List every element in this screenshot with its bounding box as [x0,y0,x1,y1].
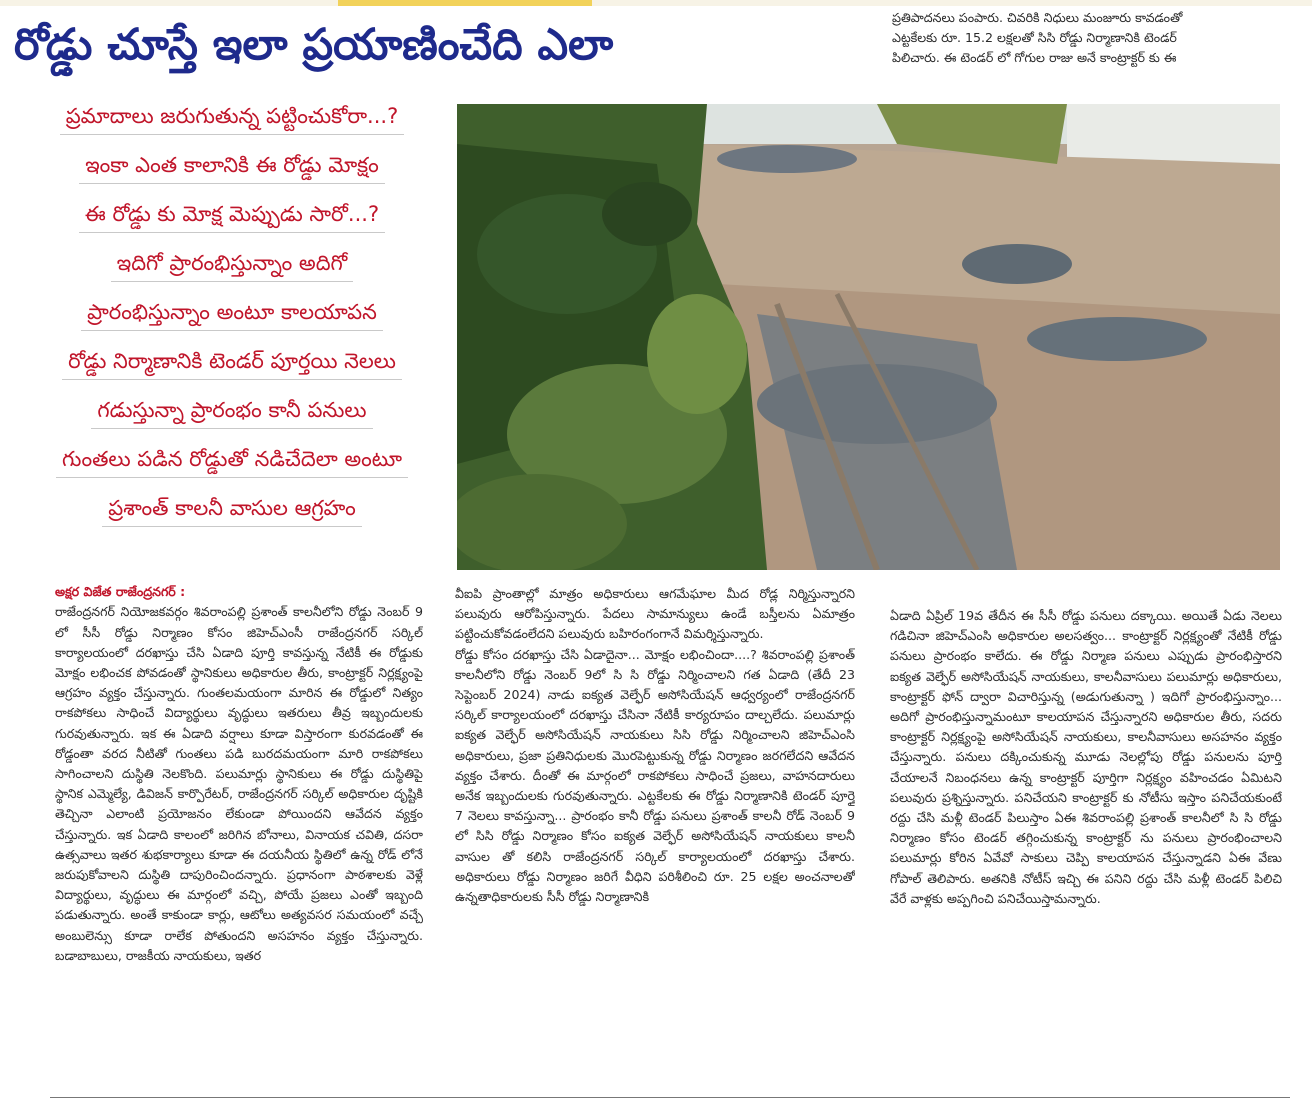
kicker-line: ఇదిగో ప్రారంభిస్తున్నాం అదిగో [111,243,354,282]
kicker-block [18,96,446,537]
kicker-line: ఈ రోడ్డు కు మోక్ష మెప్పుడు సారో...? [79,194,385,233]
kicker-line: గుంతలు పడిన రోడ్డుతో నడిచేదెలా అంటూ [56,439,408,478]
road-photo [457,104,1280,570]
kicker-line: ప్రారంభిస్తున్నాం అంటూ కాలయాపన [81,292,383,331]
body-column-2: వీఐపి ప్రాంతాల్లో మాత్రం అధికారులు ఆగమేఘాల మీద రోడ్ల నిర్మిస్తున్నారని పలువురు ఆరోపిస్తున్నారు. పేదలు సామాన్యులు ఉండే బస్తీలను ఏమాత్రం పట్టించుకోవడంలేదని పలువురు బహిరంగంగానే విమర్శిస్తున్నారు. రోడ్డు కోసం దరఖాస్తు చేసి ఏడాదైనా... మోక్షం లభించిందా....? శివరాంపల్లి ప్రశాంత్ కాలనీలోని రోడ్డు నెంబర్ 9లో సి సి రోడ్డు నిర్మించాలని గత ఏడాది (తేదీ 23 సెప్టెంబర్ 2024) నాడు ఐక్యత వెల్ఫేర్ అసోసియేషన్ ఆధ్వర్యంలో రాజేంద్రనగర్ సర్కిల్ కార్యాలయంలో దరఖాస్తు చేసినా నేటికీ కార్యరూపం దాల్చలేదు. పలుమార్లు ఐక్యత వెల్ఫేర్ అసోసియేషన్ నాయకులు సిసి రోడ్డు నిర్మించాలని జిహెచ్ఎంసి అధికారులు, ప్రజా ప్రతినిధులకు మొరపెట్టుకున్న రోడ్డు నిర్మాణం జరగలేదని ఆవేదన వ్యక్తం చేశారు. దీంతో ఈ మార్గంలో రాకపోకలు సాధించే ప్రజలు, వాహనదారులు అనేక ఇబ్బందులకు గురవుతున్నారు. ఎట్టకేలకు ఈ రోడ్డు నిర్మాణానికి టెండర్ పూర్తై 7 నెలలు కావస్తున్నా... ప్రారంభం కానీ రోడ్డు పనులు ప్రశాంత్ కాలనీ రోడ్ నెంబర్ 9 లో సిసి రోడ్డు నిర్మాణం కోసం ఐక్యత వెల్ఫేర్ అసోసియేషన్ నాయకులు కాలనీ వాసుల తో కలిసి రాజేంద్రనగర్ సర్కిల్ కార్యాలయంలో దరఖాస్తు చేశారు. అధికారులు రోడ్డు నిర్మాణం జరిగే వీధిని పరిశీలించి రూ. 25 లక్షల అంచనాలతో ఉన్నతాధికారులకు సీసీ రోడ్డు నిర్మాణానికి [455,586,855,905]
byline: అక్షర విజేత రాజేంద్రనగర్ : [55,584,186,600]
bottom-divider [50,1097,1290,1098]
top-right-column: ప్రతిపాదనలు పంపారు. చివరికి నిధులు మంజూరు కావడంతో ఎట్టకేలకు రూ. 15.2 లక్షలతో సిసి రోడ్డు నిర్మాణానికి టెండర్ పిలిచారు. ఈ టెండర్ లో గోగుల రాజు అనే కాంట్రాక్టర్ కు ఈ [892,10,1183,66]
body-column-3: ఏడాది ఏప్రిల్ 19వ తేదీన ఈ సీసీ రోడ్డు పనులు దక్కాయి. అయితే ఏడు నెలలు గడిచినా జిహెచ్ఎంసి అధికారుల అలసత్వం... కాంట్రాక్టర్ నిర్లక్ష్యంతో నేటికీ రోడ్డు పనులు ప్రారంభం కాలేదు. ఈ రోడ్డు నిర్మాణ పనులు ఎప్పుడు ప్రారంభిస్తారని ఐక్యత వెల్ఫేర్ అసోసియేషన్ నాయకులు, కాలనీవాసులు పలుమార్లు అధికారులు, కాంట్రాక్టర్ ఫోన్ ద్వారా విచారిస్తున్న (అడుగుతున్నా ) ఇదిగో ప్రారంభిస్తున్నాం... అదిగో ప్రారంభిస్తున్నామంటూ కాలయాపన చేస్తున్నారని అధికారుల తీరు, సదరు కాంట్రాక్టర్ నిర్లక్ష్యంపై అసోసియేషన్ నాయకులు, కాలనీవాసులు అసహనం వ్యక్తం చేస్తున్నారు. పనులు దక్కించుకున్న మూడు నెలల్లోపు రోడ్డు పనులను పూర్తి చేయాలనే నిబంధనలు ఉన్న కాంట్రాక్టర్ పూర్తిగా నిర్లక్ష్యం వహించడం ఏమిటని పలువురు ప్రశ్నిస్తున్నారు. పనిచేయని కాంట్రాక్టర్ కు నోటీసు ఇస్తాం పనిచేయకుంటే రద్దు చేసి మళ్లీ టెండర్ పిలుస్తాం ఏఈ శివరాంపల్లి ప్రశాంత్ కాలనీలో సి సి రోడ్డు నిర్మాణం కోసం టెండర్ తగ్గించుకున్న కాంట్రాక్టర్ ను పనులు ప్రారంభించాలని పలుమార్లు కోరిన ఏవేవో సాకులు చెప్పి కాలయాపన చేస్తున్నాడని ఏఈ వేణు గోపాల్ తెలిపారు. అతనికి నోటీస్ ఇచ్చి ఈ పనిని రద్దు చేసి మళ్లీ టెండర్ పిలిచి వేరే వాళ్లకు అప్పగించి పనిచేయిస్తామన్నారు. [890,608,1282,906]
kicker-line: ఇంకా ఎంత కాలానికి ఈ రోడ్డు మోక్షం [79,145,385,184]
page-title: రోడ్డు చూస్తే ఇలా ప్రయాణించేది ఎలా [14,20,614,70]
kicker-line: రోడ్డు నిర్మాణానికి టెండర్ పూర్తయి నెలలు [62,341,402,380]
body-column-1 [55,562,423,1090]
masthead-tab [338,0,592,6]
kicker-line: గడుస్తున్నా ప్రారంభం కానీ పనులు [91,390,372,429]
masthead-strip [0,0,1312,6]
kicker-line: ప్రశాంత్ కాలనీ వాసుల ఆగ్రహం [102,488,361,527]
body-paragraph: రాజేంద్రనగర్ నియోజకవర్గం శివరాంపల్లి ప్రశాంత్ కాలనీలోని రోడ్డు నెంబర్ 9 లో సీసీ రోడ్డు నిర్మాణం కోసం జిహెచ్ఎంసీ రాజేంద్రనగర్ సర్కిల్ కార్యాలయంలో దరఖాస్తు చేసి ఏడాది పూర్తి కావస్తున్న నేటికీ ఈ రోడ్డుకు మోక్షం లభించక పోవడంతో స్థానికులు అధికారుల తీరు, కాంట్రాక్టర్ నిర్లక్ష్యంపై ఆగ్రహం వ్యక్తం చేస్తున్నారు. గుంతలమయంగా మారిన ఈ రోడ్డులో నిత్యం రాకపోకలు సాధించే విద్యార్థులు వృద్ధులు ఇతరులు తీవ్ర ఇబ్బందులకు గురవుతున్నారు. ఇక ఈ ఏడాది వర్షాలు కూడా విస్తారంగా కురవడంతో ఈ రోడ్డంతా వరద నీటితో గుంతలు పడి బురదమయంగా మారి రాకపోకలు సాగించాలని దుస్థితి నెలకొంది. పలుమార్లు స్థానికులు ఈ రోడ్డు దుస్థితిపై స్థానిక ఎమ్మెల్యే, డివిజన్ కార్పొరేటర్, రాజేంద్రనగర్ సర్కిల్ అధికారుల దృష్టికి తెచ్చినా ఎలాంటి ప్రయోజనం లేకుండా పోయిందని ఆవేదన వ్యక్తం చేస్తున్నారు. ఇక ఏడాది కాలంలో జరిగిన బోనాలు, వినాయక చవితి, దసరా ఉత్సవాలు ఇతర శుభకార్యాలు కూడా ఈ దయనీయ స్థితిలో ఉన్న రోడ్ లోనే జరుపుకోవాలని దుస్థితి దాపురించిందన్నారు. ప్రధానంగా పాఠశాలకు వెళ్లే విద్యార్థులు, వృద్ధులు ఈ మార్గంలో వచ్చి, పోయే ప్రజలు ఎంతో ఇబ్బంది పడుతున్నారు. అంతే కాకుండా కార్లు, ఆటోలు అత్యవసర సమయంలో వచ్చే అంబులెన్సు కూడా రాలేక పోతుందని అసహనం వ్యక్తం చేస్తున్నారు. బడాబాబులు, రాజకీయ నాయకులు, ఇతర [55,604,423,963]
kicker-line: ప్రమాదాలు జరుగుతున్న పట్టించుకోరా...? [60,96,404,135]
